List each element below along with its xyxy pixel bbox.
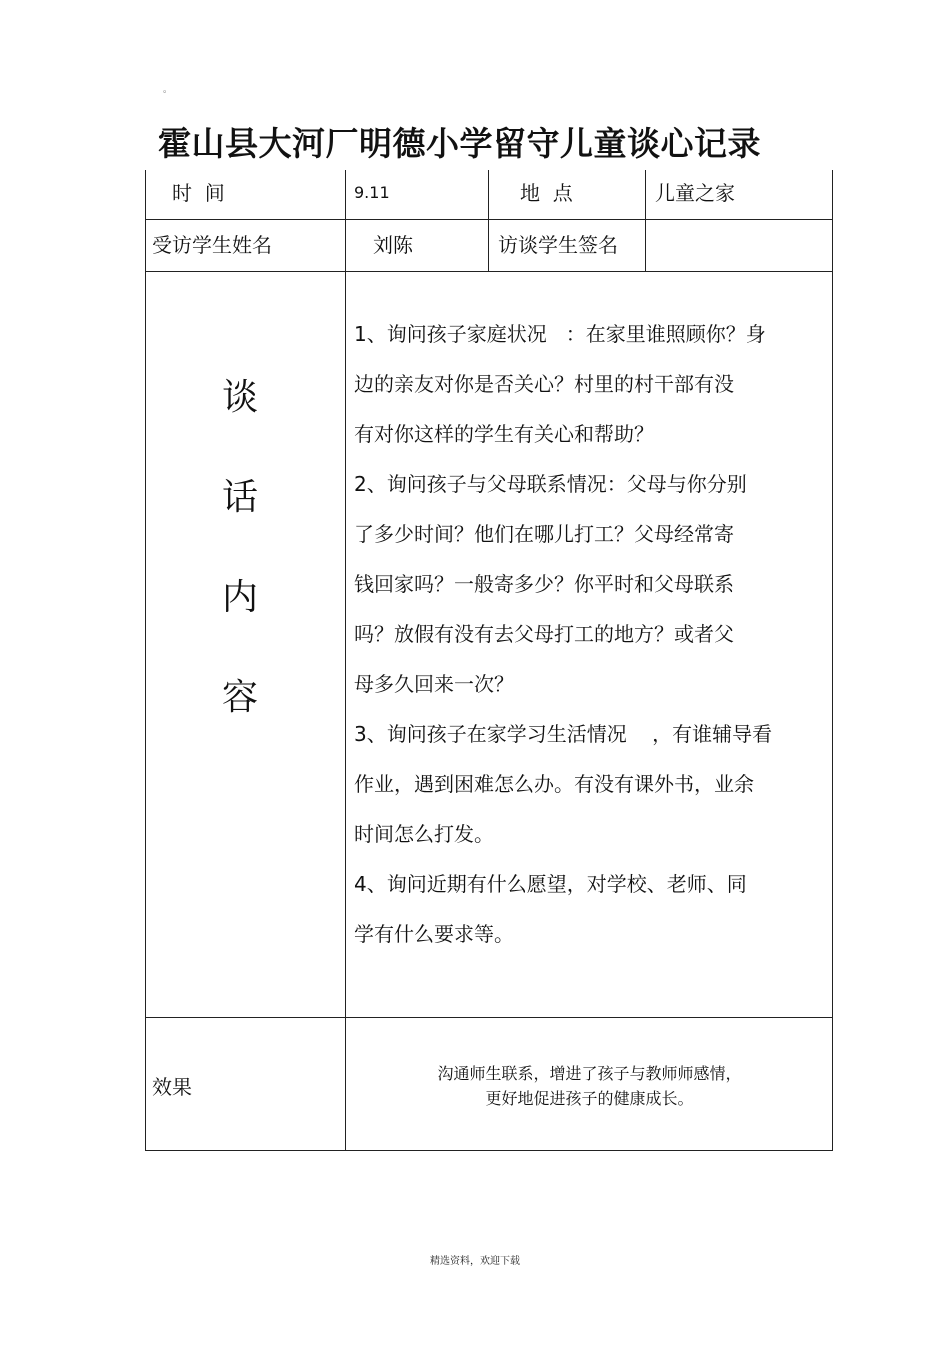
- table-rule: [488, 170, 489, 272]
- place-value: 儿童之家: [655, 181, 735, 205]
- content-line: 有对你这样的学生有关心和帮助？: [354, 422, 654, 446]
- content-line: 3、询问孩子在家学习生活情况 ，有谁辅导看: [354, 722, 773, 746]
- effect-line: 沟通师生联系，增进了孩子与教师师感情，: [437, 1064, 742, 1083]
- content-label-char: 话: [222, 477, 259, 518]
- content-line: 了多少时间？他们在哪儿打工？父母经常寄: [354, 522, 734, 546]
- content-line: 作业，遇到困难怎么办。有没有课外书，业余: [354, 772, 754, 796]
- table-rule: [645, 170, 646, 272]
- content-line: 时间怎么打发。: [354, 822, 494, 846]
- signature-label: 访谈学生签名: [498, 233, 618, 257]
- table-rule: [345, 170, 346, 1151]
- table-rule: [145, 219, 833, 220]
- content-line: 钱回家吗？一般寄多少？你平时和父母联系: [354, 572, 734, 596]
- time-label: 时 间: [172, 181, 225, 205]
- page-footer: 精选资料，欢迎下载: [430, 1256, 520, 1267]
- table-rule: [145, 170, 146, 1151]
- content-line: 母多久回来一次？: [354, 672, 514, 696]
- table-rule: [145, 271, 833, 272]
- table-rule: [145, 1017, 833, 1018]
- content-line: 吗？放假有没有去父母打工的地方？或者父: [354, 622, 734, 646]
- effect-label: 效果: [152, 1075, 192, 1099]
- time-value: 9.11: [354, 183, 390, 202]
- content-line: 4、询问近期有什么愿望，对学校、老师、同: [354, 872, 747, 896]
- student-name-label: 受访学生姓名: [152, 233, 272, 257]
- table-rule: [832, 170, 833, 1151]
- content-label-char: 内: [222, 577, 259, 618]
- page-mark: 。: [163, 85, 173, 95]
- content-line: 1、询问孩子家庭状况 ：在家里谁照顾你？身: [354, 322, 766, 346]
- place-label: 地 点: [520, 181, 573, 205]
- effect-line: 更好地促进孩子的健康成长。: [485, 1089, 694, 1108]
- content-label-char: 容: [222, 677, 259, 718]
- table-rule: [145, 1150, 833, 1151]
- content-label-char: 谈: [222, 377, 259, 418]
- student-name-value: 刘陈: [373, 233, 413, 257]
- content-line: 2、询问孩子与父母联系情况：父母与你分别: [354, 472, 747, 496]
- content-line: 边的亲友对你是否关心？村里的村干部有没: [354, 372, 734, 396]
- content-line: 学有什么要求等。: [354, 922, 514, 946]
- page-title: 霍山县大河厂明德小学留守儿童谈心记录: [158, 124, 761, 163]
